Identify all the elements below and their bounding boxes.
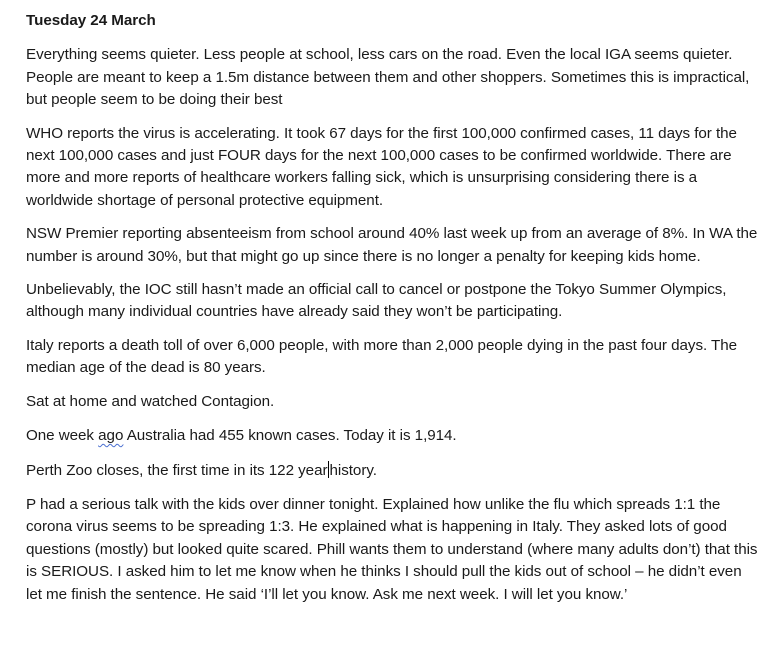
paragraph-serious-talk: P had a serious talk with the kids over dinner tonight. Explained how unlike the flu which spreads 1:1 the corona virus seems to be spreading 1:3. He explained what is happening in Italy. They asked lots of good questions (mostly) but looked quite scared. Phill wants them to understand (where many adults don’t) that this is SERIOUS. I asked him to let me know when he thinks I should pull the kids out of school – he didn’t even let me finish the sentence. He said ‘I’ll let you know. Ask me next week. I will let you know.’: [26, 495, 758, 603]
entry-date-heading: Tuesday 24 March: [26, 12, 156, 29]
paragraph-quieter: Everything seems quieter. Less people at school, less cars on the road. Even the local IGA seems quieter. People are meant to keep a 1.5m distance between them and other shoppers. Sometimes this is impractical, but people seem to be doing their best: [26, 46, 750, 109]
paragraph-perth-zoo: [26, 460, 758, 482]
cases-text-after: Australia had 455 known cases. Today it is 1,914.: [123, 427, 457, 445]
zoo-text-before: Perth Zoo closes, the first time in its 122 year: [26, 461, 328, 479]
zoo-text-after: history.: [329, 461, 377, 479]
paragraph-nsw-absenteeism: NSW Premier reporting absenteeism from school around 40% last week up from an average of 8%. In WA the number is around 30%, but that might go up since there is no longer a penalty for keeping kids home.: [26, 225, 758, 265]
document-body[interactable]: [26, 10, 758, 617]
cases-text-before: One week: [26, 427, 99, 445]
paragraph-ioc-olympics: Unbelievably, the IOC still hasn’t made an official call to cancel or postpone the Tokyo Summer Olympics, although many individual countries have already said they won’t be participating.: [26, 281, 727, 321]
spellcheck-flagged-word[interactable]: ago: [98, 427, 124, 445]
paragraph-australia-cases: [26, 425, 758, 447]
paragraph-who-reports: WHO reports the virus is accelerating. It took 67 days for the first 100,000 confirmed cases, 11 days for the next 100,000 cases and just FOUR days for the next 100,000 cases to be confirmed worldwide. There are more and more reports of healthcare workers falling sick, which is unsurprising considering there is a worldwide shortage of personal protective equipment.: [26, 124, 737, 209]
paragraph-contagion: Sat at home and watched Contagion.: [26, 392, 275, 410]
paragraph-italy-deaths: Italy reports a death toll of over 6,000 people, with more than 2,000 people dying in the past four days. The median age of the dead is 80 years.: [26, 336, 738, 377]
